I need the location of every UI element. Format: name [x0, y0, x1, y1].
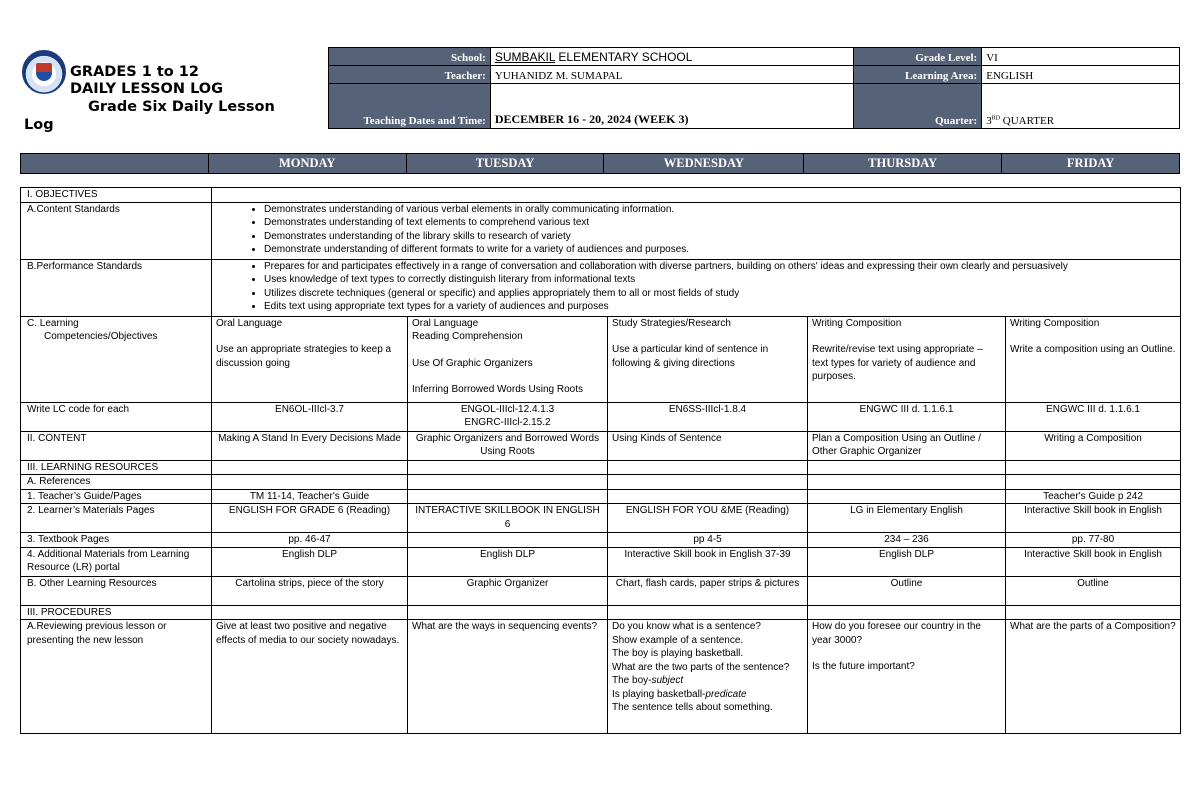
teacher-label: Teacher:: [329, 66, 491, 84]
tg-wednesday: [608, 489, 808, 504]
competency-friday: Writing Composition Write a composition using an Outline.: [1006, 316, 1181, 402]
lc-code-wednesday: EN6SS-IIIcl-1.8.4: [608, 402, 808, 431]
olr-wednesday: Chart, flash cards, paper strips & pictures: [608, 576, 808, 605]
content-standards-list: [212, 202, 1181, 259]
list-item: • Demonstrates understanding of various verbal elements in orally communicating information.: [264, 203, 1176, 217]
am-tuesday: English DLP: [408, 547, 608, 576]
content-thursday: Plan a Composition Using an Outline / Other Graphic Organizer: [808, 431, 1006, 460]
review-monday: Give at least two positive and negative effects of media to our society nowadays.: [212, 620, 408, 734]
tb-friday: pp. 77-80: [1006, 533, 1181, 548]
lm-monday: ENGLISH FOR GRADE 6 (Reading): [212, 504, 408, 533]
am-friday: Interactive Skill book in English: [1006, 547, 1181, 576]
lm-thursday: LG in Elementary English: [808, 504, 1006, 533]
info-table: [328, 47, 1180, 129]
lm-friday: Interactive Skill book in English: [1006, 504, 1181, 533]
resources-title: III. LEARNING RESOURCES: [21, 460, 212, 475]
lc-code-tuesday: ENGOL-IIIcl-12.4.1.3 ENGRC-IIIcl-2.15.2: [408, 402, 608, 431]
day-thursday: THURSDAY: [804, 154, 1002, 174]
lm-tuesday: INTERACTIVE SKILLBOOK IN ENGLISH 6: [408, 504, 608, 533]
quarter-value: 3RD QUARTER: [982, 84, 1180, 129]
day-monday: MONDAY: [208, 154, 406, 174]
procedures-title: III. PROCEDURES: [21, 605, 212, 620]
header-dll: DAILY LESSON LOG: [70, 81, 224, 97]
day-wednesday: WEDNESDAY: [604, 154, 804, 174]
olr-tuesday: Graphic Organizer: [408, 576, 608, 605]
references-label: A. References: [21, 475, 212, 490]
olr-monday: Cartolina strips, piece of the story: [212, 576, 408, 605]
competency-tuesday: Oral Language Reading Comprehension Use Of Graphic Organizers Inferring Borrowed Words Using Roots: [408, 316, 608, 402]
competencies-label: C. Learning Competencies/Objectives: [21, 316, 212, 402]
quarter-label: Quarter:: [854, 84, 982, 129]
competency-thursday: Writing Composition Rewrite/revise text using appropriate – text types for variety of audience and purposes.: [808, 316, 1006, 402]
am-thursday: English DLP: [808, 547, 1006, 576]
content-wednesday: Using Kinds of Sentence: [608, 431, 808, 460]
tb-tuesday: [408, 533, 608, 548]
review-label: A.Reviewing previous lesson or presenting the new lesson: [21, 620, 212, 734]
lc-code-friday: ENGWC III d. 1.1.6.1: [1006, 402, 1181, 431]
tb-thursday: 234 – 236: [808, 533, 1006, 548]
am-monday: English DLP: [212, 547, 408, 576]
list-item: • Prepares for and participates effectively in a range of conversation and collaboration with diverse partners, building on others' ideas and expressing their own clearly and persuasively: [264, 260, 1176, 274]
content-monday: Making A Stand In Every Decisions Made: [212, 431, 408, 460]
olr-friday: Outline: [1006, 576, 1181, 605]
performance-standards-list: [212, 259, 1181, 316]
competency-monday: Oral Language Use an appropriate strategies to keep a discussion going: [212, 316, 408, 402]
header-grades: GRADES 1 to 12: [70, 64, 199, 80]
day-friday: FRIDAY: [1002, 154, 1180, 174]
dates-value: DECEMBER 16 - 20, 2024 (WEEK 3): [490, 84, 854, 129]
content-standards-label: A.Content Standards: [21, 202, 212, 259]
olr-thursday: Outline: [808, 576, 1006, 605]
area-label: Learning Area:: [854, 66, 982, 84]
header-grade-six: Grade Six Daily Lesson: [88, 99, 275, 115]
list-item: • Demonstrate understanding of different formats to write for a variety of audiences and purposes.: [264, 243, 1176, 257]
tg-friday: Teacher's Guide p 242: [1006, 489, 1181, 504]
school-value: SUMBAKIL ELEMENTARY SCHOOL: [490, 48, 854, 66]
lm-wednesday: ENGLISH FOR YOU &ME (Reading): [608, 504, 808, 533]
review-tuesday: What are the ways in sequencing events?: [408, 620, 608, 734]
review-thursday: How do you foresee our country in the year 3000? Is the future important?: [808, 620, 1006, 734]
day-tuesday: TUESDAY: [406, 154, 604, 174]
list-item: • Utilizes discrete techniques (general or specific) and applies appropriately them to all or most fields of study: [264, 287, 1176, 301]
tg-tuesday: [408, 489, 608, 504]
dates-label: Teaching Dates and Time:: [329, 84, 491, 129]
learners-materials-label: 2. Learner’s Materials Pages: [21, 504, 212, 533]
tg-monday: TM 11-14, Teacher's Guide: [212, 489, 408, 504]
am-wednesday: Interactive Skill book in English 37-39: [608, 547, 808, 576]
teacher-value: YUHANIDZ M. SUMAPAL: [490, 66, 854, 84]
days-blank: [21, 154, 209, 174]
list-item: • Uses knowledge of text types to correctly distinguish literary from informational texts: [264, 273, 1176, 287]
lc-code-label: Write LC code for each: [21, 402, 212, 431]
lesson-log-table: [20, 187, 1181, 734]
list-item: • Demonstrates understanding of text elements to comprehend various text: [264, 216, 1176, 230]
area-value: ENGLISH: [982, 66, 1180, 84]
textbook-pages-label: 3. Textbook Pages: [21, 533, 212, 548]
days-header: [20, 153, 1180, 174]
content-tuesday: Graphic Organizers and Borrowed Words Using Roots: [408, 431, 608, 460]
tb-wednesday: pp 4-5: [608, 533, 808, 548]
content-friday: Writing a Composition: [1006, 431, 1181, 460]
content-label: II. CONTENT: [21, 431, 212, 460]
teachers-guide-label: 1. Teacher’s Guide/Pages: [21, 489, 212, 504]
tg-thursday: [808, 489, 1006, 504]
deped-seal-logo: [22, 50, 66, 94]
grade-value: VI: [982, 48, 1180, 66]
review-friday: What are the parts of a Composition?: [1006, 620, 1181, 734]
review-wednesday: Do you know what is a sentence? Show example of a sentence. The boy is playing basketball. What are the two parts of the sentence? The boy-subject Is playing basketball-predicate The sentence tells about something.: [608, 620, 808, 734]
additional-materials-label: 4. Additional Materials from Learning Resource (LR) portal: [21, 547, 212, 576]
objectives-title: I. OBJECTIVES: [21, 188, 212, 203]
other-resources-label: B. Other Learning Resources: [21, 576, 212, 605]
list-item: • Demonstrates understanding of the library skills to research of variety: [264, 230, 1176, 244]
performance-standards-label: B.Performance Standards: [21, 259, 212, 316]
lc-code-thursday: ENGWC III d. 1.1.6.1: [808, 402, 1006, 431]
tb-monday: pp. 46-47: [212, 533, 408, 548]
lc-code-monday: EN6OL-IIIcl-3.7: [212, 402, 408, 431]
list-item: • Edits text using appropriate text types for a variety of audiences and purposes: [264, 300, 1176, 314]
grade-label: Grade Level:: [854, 48, 982, 66]
school-label: School:: [329, 48, 491, 66]
header-log: Log: [24, 117, 54, 133]
competency-wednesday: Study Strategies/Research Use a particular kind of sentence in following & giving directions: [608, 316, 808, 402]
